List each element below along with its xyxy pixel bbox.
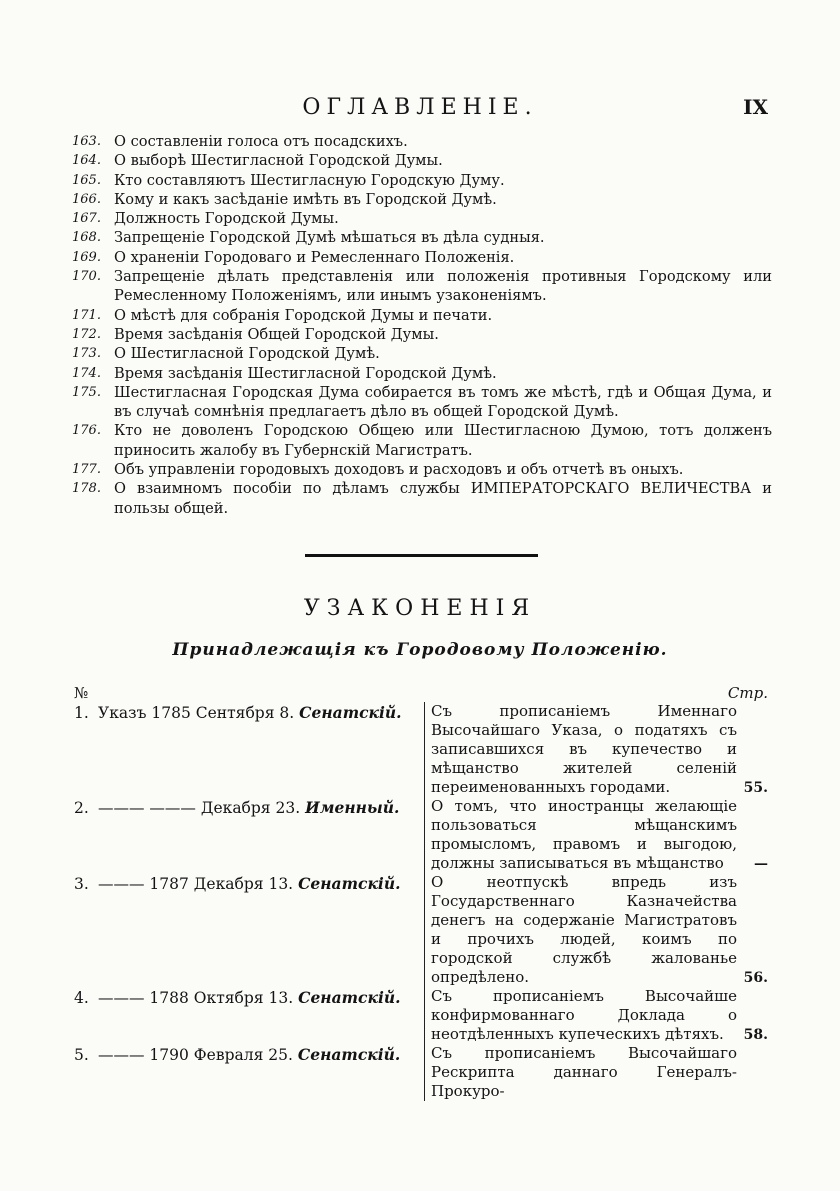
decree-entry (74, 873, 768, 987)
column-header-row (74, 684, 768, 704)
toc-item (72, 151, 772, 170)
table-of-contents (72, 132, 772, 518)
toc-item-text: О мѣстѣ для собранія Городской Думы и печати. (114, 306, 493, 324)
toc-item (72, 209, 772, 228)
section-subtitle: Принадлежащія къ Городовому Положенію. (172, 640, 668, 660)
toc-item-text: Кто составляютъ Шестигласную Городскую Думу. (114, 171, 505, 189)
toc-item-text: О храненіи Городоваго и Ремесленнаго Положенія. (114, 248, 515, 266)
toc-item (72, 344, 772, 363)
toc-item (72, 171, 772, 190)
toc-item-text: Время засѣданія Шестигласной Городской Думѣ. (114, 364, 497, 382)
toc-item (72, 364, 772, 383)
toc-item-number: 167. (72, 211, 101, 227)
decree-entry (74, 1044, 768, 1101)
toc-item (72, 306, 772, 325)
toc-item-text: О составленіи голоса отъ посадскихъ. (114, 133, 408, 150)
toc-item-text: Должность Городской Думы. (114, 210, 339, 228)
toc-item-number: 172. (72, 326, 101, 342)
decree-number: 3. (74, 875, 89, 893)
toc-item-number: 163. (72, 134, 101, 149)
decree-entry (74, 702, 768, 797)
toc-item-number: 176. (72, 423, 101, 439)
toc-item-text: Объ управленіи городовыхъ доходовъ и расходовъ и объ отчетѣ въ оныхъ. (114, 461, 684, 479)
decree-date: ——— 1790 Февраля 25. (98, 1046, 293, 1064)
decree-description: О томъ, что иностранцы желающіе пользоваться мѣщанскимъ промысломъ, правомъ и выгодою, должны записываться въ мѣщанство (431, 797, 737, 872)
decree-page-ref: 58. (743, 1027, 768, 1043)
decree-number: 4. (74, 989, 89, 1007)
toc-item-number: 169. (72, 249, 101, 265)
toc-item (72, 479, 772, 518)
decree-page-ref: 56. (743, 970, 768, 986)
decree-number: 2. (74, 799, 89, 817)
toc-item-text: О взаимномъ пособіи по дѣламъ службы ИМПЕРАТОРСКАГО ВЕЛИЧЕСТВА и пользы общей. (114, 480, 772, 517)
decree-page-ref: — (754, 856, 768, 872)
toc-item-text: Кто не доволенъ Городскою Общею или Шестигласною Думою, тотъ долженъ приносить жалобу въ Губернскій Магистратъ. (114, 422, 772, 459)
column-header-number: № (74, 684, 89, 702)
page-header-title: ОГЛАВЛЕНІЕ. (302, 95, 538, 120)
decree-citation (74, 797, 425, 873)
toc-item (72, 132, 772, 151)
toc-item-number: 178. (72, 481, 101, 497)
toc-item-text: Запрещеніе дѣлать представленія или положенія противныя Городскому или Ремесленному Положеніямъ, или инымъ узаконеніямъ. (114, 268, 772, 305)
toc-item (72, 267, 772, 306)
toc-item-text: Кому и какъ засѣданіе имѣть въ Городской Думѣ. (114, 190, 497, 208)
decree-kind: Сенатскій. (297, 1045, 401, 1064)
toc-item-number: 171. (72, 307, 101, 323)
toc-item-number: 170. (72, 269, 101, 285)
decree-citation (74, 1044, 425, 1101)
decree-entry (74, 987, 768, 1044)
decree-description: Съ прописаніемъ Высочайшаго Рескрипта даннаго Генералъ-Прокуро- (431, 1044, 737, 1100)
decree-date: Указъ 1785 Сентября 8. (98, 704, 295, 722)
toc-item (72, 190, 772, 209)
decree-kind: Сенатскій. (299, 703, 402, 722)
toc-item-text: Шестигласная Городская Дума собирается въ томъ же мѣстѣ, гдѣ и Общая Дума, и въ случаѣ сомнѣнія предлагаетъ дѣло въ общей Городской Думѣ. (114, 383, 772, 421)
toc-item-text: О выборѣ Шестигласной Городской Думы. (114, 152, 443, 170)
decree-entry (74, 797, 768, 873)
toc-item-number: 177. (72, 462, 101, 478)
toc-item-text: О Шестигласной Городской Думѣ. (114, 345, 380, 363)
decree-page-ref: 55. (743, 780, 768, 796)
toc-item (72, 325, 772, 344)
toc-item-number: 166. (72, 191, 101, 207)
decree-citation (74, 702, 425, 797)
decree-date: ——— 1787 Декабря 13. (98, 875, 294, 893)
decree-number: 1. (74, 704, 89, 722)
toc-item-number: 174. (72, 365, 101, 381)
decree-number: 5. (74, 1046, 89, 1064)
toc-item-number: 168. (72, 230, 101, 246)
toc-item-number: 173. (72, 346, 101, 362)
decree-description: Съ прописаніемъ Именнаго Высочайшаго Указа, о податяхъ съ записавшихся въ купечество и мѣщанство жителей селеній переименованныхъ городами. (431, 702, 737, 796)
decree-kind: Именный. (305, 798, 400, 817)
toc-item-text: Запрещеніе Городской Думѣ мѣшаться въ дѣла судныя. (114, 229, 545, 247)
section-divider (305, 554, 538, 557)
decree-description: О неотпускѣ впредь изъ Государственнаго Казначейства денегъ на содержаніе Магистратовъ и прочихъ людей, коимъ по городской службѣ жалованье опредѣлено. (431, 873, 737, 986)
toc-item (72, 421, 772, 460)
toc-item (72, 248, 772, 267)
toc-item (72, 228, 772, 247)
toc-item (72, 383, 772, 422)
decree-date: ——— ——— Декабря 23. (98, 799, 301, 817)
column-header-page: Стр. (727, 684, 768, 702)
decree-citation (74, 873, 425, 987)
page-number: IX (743, 95, 768, 119)
decree-kind: Сенатскій. (298, 874, 401, 893)
section-title: УЗАКОНЕНІЯ (303, 596, 537, 621)
decree-description: Съ прописаніемъ Высочайше конфирмованнаго Доклада о неотдѣленныхъ купеческихъ дѣтяхъ. (431, 987, 737, 1043)
toc-item-number: 165. (72, 172, 101, 188)
toc-item (72, 460, 772, 479)
toc-item-number: 175. (72, 384, 101, 400)
decree-kind: Сенатскій. (298, 988, 401, 1007)
decree-date: ——— 1788 Октября 13. (98, 989, 294, 1007)
decree-list (74, 702, 768, 1101)
decree-citation (74, 987, 425, 1044)
toc-item-number: 164. (72, 153, 101, 169)
toc-item-text: Время засѣданія Общей Городской Думы. (114, 325, 439, 343)
